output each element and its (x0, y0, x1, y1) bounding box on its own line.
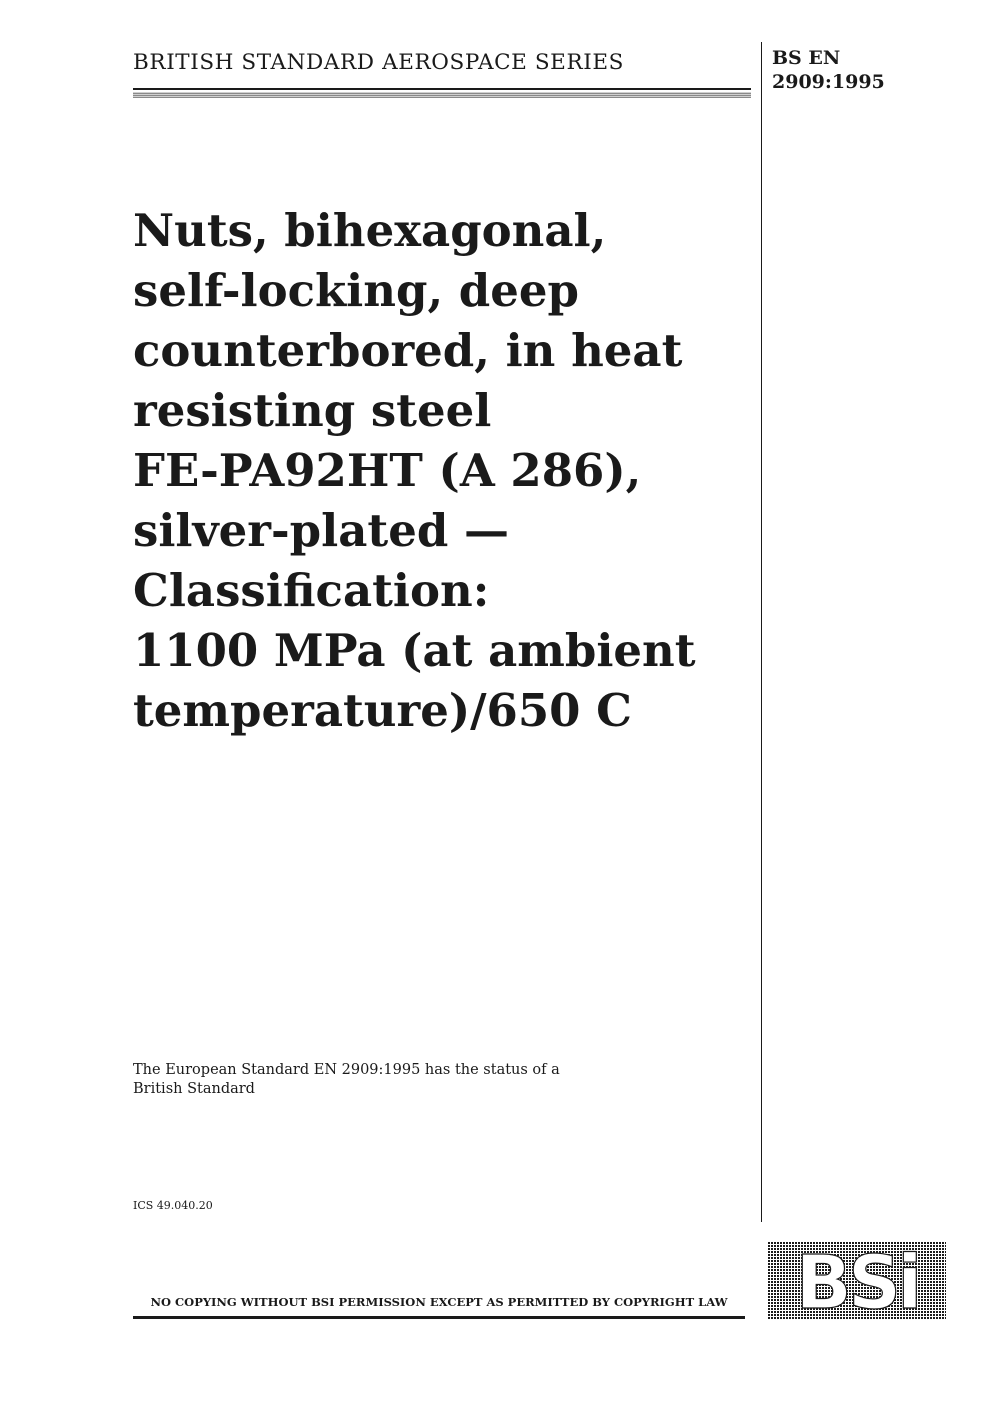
status-statement (133, 1061, 633, 1099)
footer-rule (133, 1316, 745, 1319)
title-line: 1100 MPa (at ambient (133, 624, 696, 677)
title-line: self-locking, deep (133, 264, 579, 317)
title-line: FE-PA92HT (A 286), (133, 444, 642, 497)
bsi-logo-text: BSi (795, 1242, 919, 1320)
header-rule (133, 88, 751, 90)
header-grey-rule (133, 92, 751, 98)
status-line: British Standard (133, 1081, 255, 1097)
series-title: BRITISH STANDARD AEROSPACE SERIES (133, 50, 624, 75)
title-line: counterbored, in heat (133, 324, 683, 377)
title-line: temperature)/650 C (133, 684, 632, 737)
document-title (133, 201, 753, 741)
standard-code-line2: 2909:1995 (772, 71, 885, 93)
vertical-divider (761, 42, 762, 1222)
title-line: resisting steel (133, 384, 492, 437)
copyright-notice: NO COPYING WITHOUT BSI PERMISSION EXCEPT AS PERMITTED BY COPYRIGHT LAW (150, 1295, 728, 1309)
status-line: The European Standard EN 2909:1995 has the status of a (133, 1062, 560, 1078)
title-line: Nuts, bihexagonal, (133, 204, 607, 257)
ics-code: ICS 49.040.20 (133, 1199, 213, 1212)
title-line: Classification: (133, 564, 490, 617)
bsi-logo (768, 1242, 946, 1320)
standard-code (772, 46, 885, 94)
standard-code-line1: BS EN (772, 47, 841, 69)
title-line: silver-plated — (133, 504, 509, 557)
